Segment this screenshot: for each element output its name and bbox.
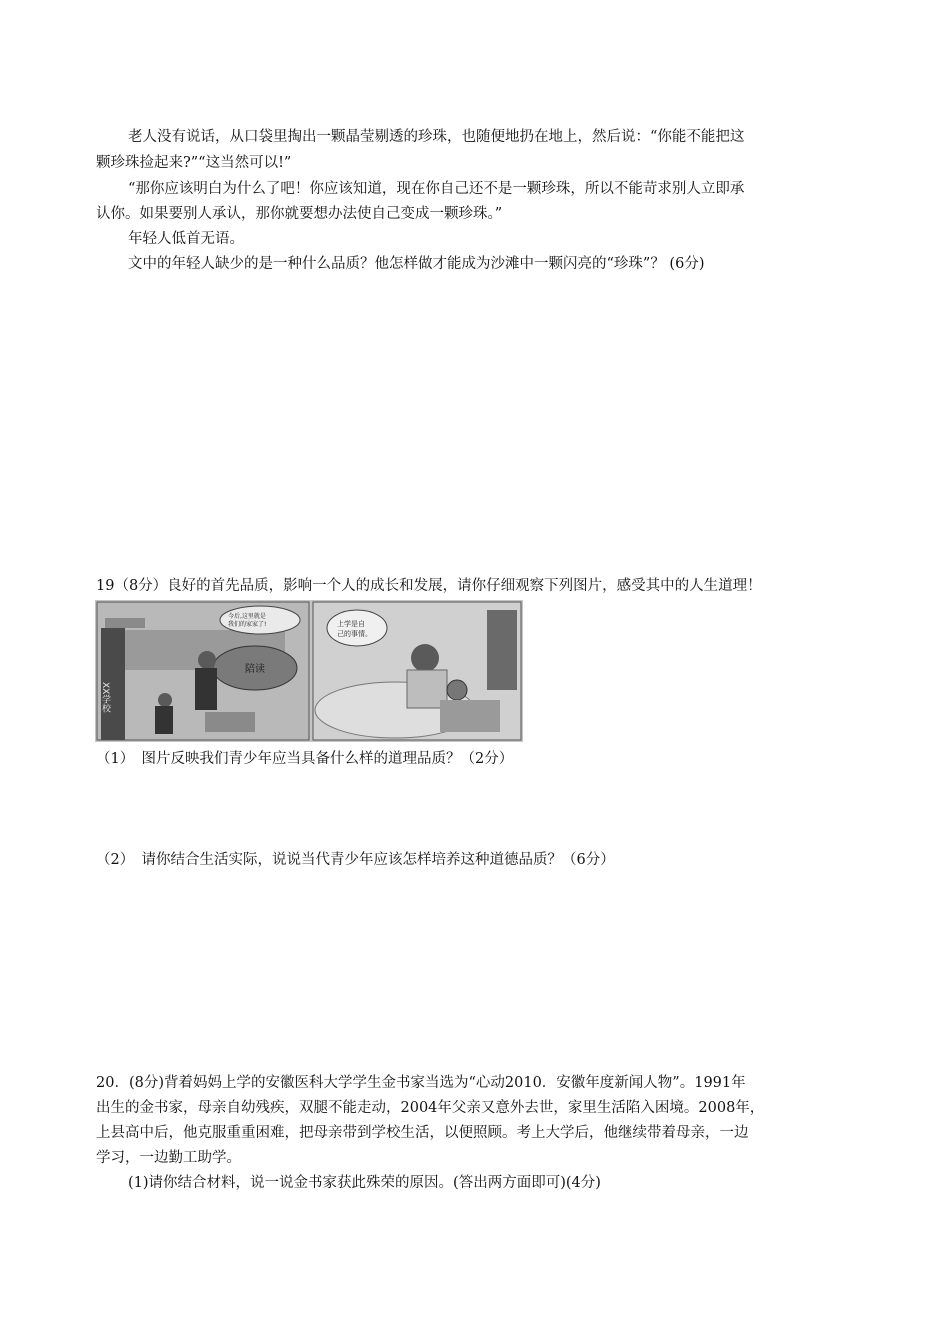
cartoon-figure — [95, 600, 523, 742]
q20-line: 上县高中后，他克服重重困难，把母亲带到学校生活，以便照顾。考上大学后，他继续带着母亲，一边 — [96, 1125, 749, 1141]
story-line: 认你。如果要别人承认，那你就要想办法使自己变成一颗珍珠。” — [96, 206, 503, 222]
story-line: 颗珍珠捡起来?”“这当然可以!” — [96, 155, 292, 171]
q19-sub1: （1） 图片反映我们青少年应当具备什么样的道理品质？（2分） — [96, 751, 514, 767]
q20-line: 出生的金书家，母亲自幼残疾，双腿不能走动，2004年父亲又意外去世，家里生活陷入困境。2008年， — [96, 1100, 765, 1116]
q19-sub2: （2） 请你结合生活实际，说说当代青少年应该怎样培养这种道德品质？（6分） — [96, 852, 615, 868]
q19-stem: 19（8分）良好的首先品质，影响一个人的成长和发展，请你仔细观察下列图片，感受其中的人生道理！ — [96, 578, 762, 594]
story-line: 年轻人低首无语。 — [128, 231, 244, 247]
right-bubble-line2: 己的事情。 — [337, 630, 372, 638]
story-line: “那你应该明白为什么了吧！你应该知道，现在你自己还不是一颗珍珠，所以不能苛求别人立即承 — [128, 181, 745, 197]
q20-line: 20．(8分)背着妈妈上学的安徽医科大学学生金书家当选为“心动2010．安徽年度新闻人物”。1991年 — [96, 1075, 746, 1091]
story-line: 老人没有说话，从口袋里掏出一颗晶莹剔透的珍珠，也随便地扔在地上，然后说：“你能不能把这 — [128, 129, 745, 145]
left-bubble-line1: 今后,这里就是 — [228, 613, 266, 620]
right-bubble-line1: 上学是自 — [337, 620, 365, 628]
school-sign: XX学校 — [100, 682, 110, 713]
left-bubble-line2: 我们的家家了! — [228, 621, 267, 628]
story-question: 文中的年轻人缺少的是一种什么品质？他怎样做才能成为沙滩中一颗闪亮的“珍珠”？ (6分) — [128, 256, 705, 272]
q20-sub1: (1)请你结合材料，说一说金书家获此殊荣的原因。(答出两方面即可)(4分) — [128, 1175, 601, 1191]
sack-label: 陪读 — [245, 664, 265, 675]
q20-line: 学习，一边勤工助学。 — [96, 1150, 241, 1166]
